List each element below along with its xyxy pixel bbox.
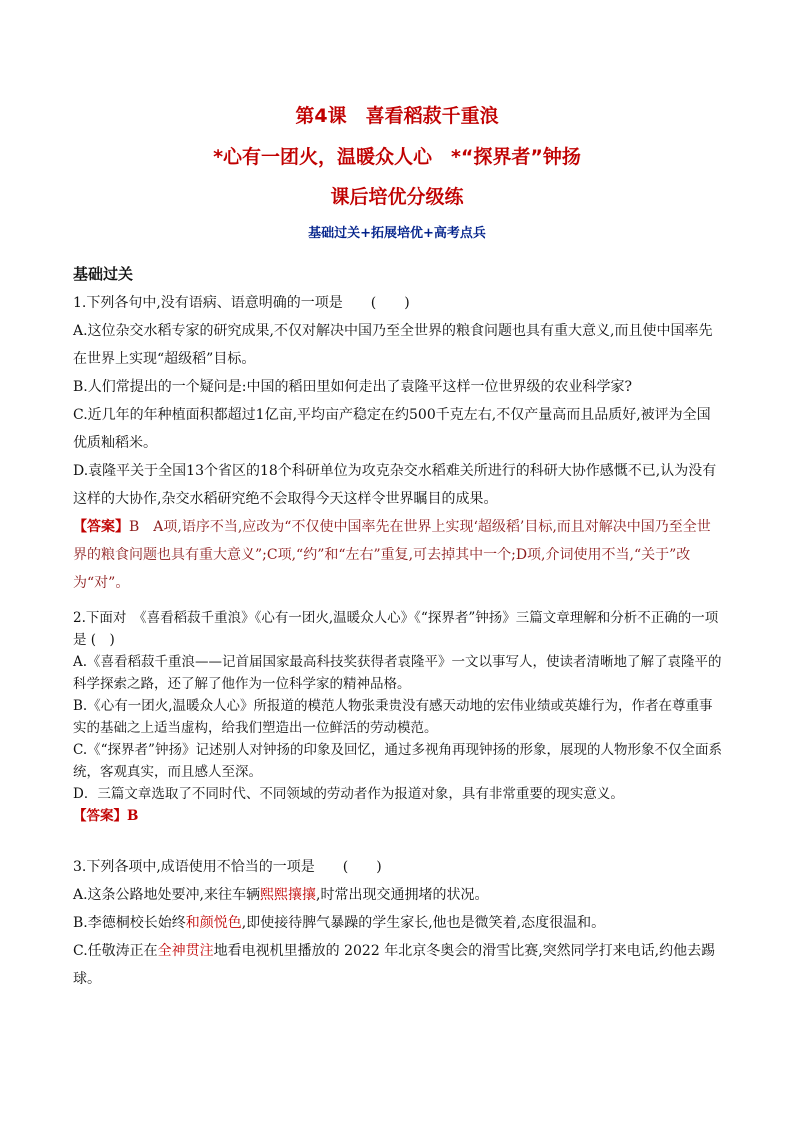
q3-b-post: ,即使接待脾气暴躁的学生家长,他也是微笑着,态度很温和。 bbox=[241, 915, 606, 931]
q3-a-idiom: 熙熙攘攘 bbox=[260, 887, 317, 903]
q2-option-c: C.《“探界者”钟扬》记述别人对钟扬的印象及回忆，通过多视角再现钟扬的形象，展现的人物形象不仅全面系统，客观真实，而且感人至深。 bbox=[73, 742, 722, 780]
lesson-title: 第4课 喜看稻菽千重浪 bbox=[295, 105, 499, 127]
q2-option-b: B.《心有一团火,温暖众人心》所报道的模范人物张秉贵没有感天动地的宏伟业绩或英雄行为，作者在尊重事实的基础之上适当虚构，给我们塑造出一位鲜活的劳动模范。 bbox=[73, 698, 713, 736]
question-3 bbox=[73, 853, 723, 993]
question-1 bbox=[73, 289, 723, 597]
q3-option-c bbox=[73, 937, 723, 993]
q3-c-post: 地看电视机里播放的 2022 年北京冬奥会的滑雪比赛,突然同学打来电话,约他去踢球。 bbox=[73, 943, 716, 987]
answer-tag: 【答案】 bbox=[73, 519, 129, 535]
q3-a-post: ,时常出现交通拥堵的状况。 bbox=[316, 887, 489, 903]
exercise-title: 课后培优分级练 bbox=[330, 186, 464, 208]
q3-b-idiom: 和颜悦色 bbox=[185, 915, 242, 931]
answer-tag: 【答案】 bbox=[73, 808, 127, 824]
content bbox=[73, 262, 723, 993]
q2-stem: 2.下面对 《喜看稻菽千重浪》《心有一团火,温暖众人心》《“探界者”钟扬》三篇文章理解和分析不正确的一项是 ( ) bbox=[73, 610, 719, 648]
q2-option-a: A.《喜看稻菽千重浪——记首届国家最高科技奖获得者袁隆平》一文以事写人，使读者清晰地了解了袁隆平的科学探索之路，还了解了他作为一位科学家的精神品格。 bbox=[73, 654, 722, 692]
q3-c-idiom: 全神贯注 bbox=[157, 943, 214, 959]
q1-stem: 1.下列各句中,没有语病、语意明确的一项是 ( ) bbox=[73, 295, 410, 311]
q3-option-b bbox=[73, 909, 723, 937]
q2-answer bbox=[73, 805, 723, 827]
title-block bbox=[0, 100, 794, 246]
q3-stem: 3.下列各项中,成语使用不恰当的一项是 ( ) bbox=[73, 859, 382, 875]
q3-a-pre: A.这条公路地处要冲,来往车辆 bbox=[73, 887, 261, 903]
q1-option-b: B.人们常提出的一个疑问是:中国的稻田里如何走出了袁隆平这样一位世界级的农业科学家? bbox=[73, 379, 632, 395]
q1-option-c: C.近几年的年种植面积都超过1亿亩,平均亩产稳定在约500千克左右,不仅产量高而且品质好,被评为全国优质籼稻米。 bbox=[73, 407, 711, 451]
section-title: 基础过关 bbox=[73, 265, 134, 283]
lesson-subtitle: *心有一团火，温暖众人心 *“探界者”钟扬 bbox=[213, 146, 581, 168]
q3-c-pre: C.任敬涛正在 bbox=[73, 943, 158, 959]
q3-b-pre: B.李德桐校长始终 bbox=[73, 915, 186, 931]
q1-option-a: A.这位杂交水稻专家的研究成果,不仅对解决中国乃至全世界的粮食问题也具有重大意义,而且使中国率先在世界上实现“超级稻”目标。 bbox=[73, 323, 713, 367]
levels-line: 基础过关+拓展培优+高考点兵 bbox=[308, 226, 486, 241]
q3-option-a bbox=[73, 881, 723, 909]
answer-text: B A项,语序不当,应改为“不仅使中国率先在世界上实现‘超级稻’目标,而且对解决中国乃至全世界的粮食问题也具有重大意义”;C项,“约”和“左右”重复,可去掉其中一个;D项,介词使用不当,“关于”改为“对”。 bbox=[73, 519, 711, 591]
question-2 bbox=[73, 607, 723, 827]
answer-text: B bbox=[127, 808, 139, 824]
q2-option-d: D．三篇文章选取了不同时代、不同领域的劳动者作为报道对象，具有非常重要的现实意义。 bbox=[73, 786, 624, 802]
q1-option-d: D.袁隆平关于全国13个省区的18个科研单位为攻克杂交水稻难关所进行的科研大协作感慨不已,认为没有这样的大协作,杂交水稻研究绝不会取得今天这样令世界瞩目的成果。 bbox=[73, 463, 717, 507]
q1-answer bbox=[73, 513, 723, 597]
